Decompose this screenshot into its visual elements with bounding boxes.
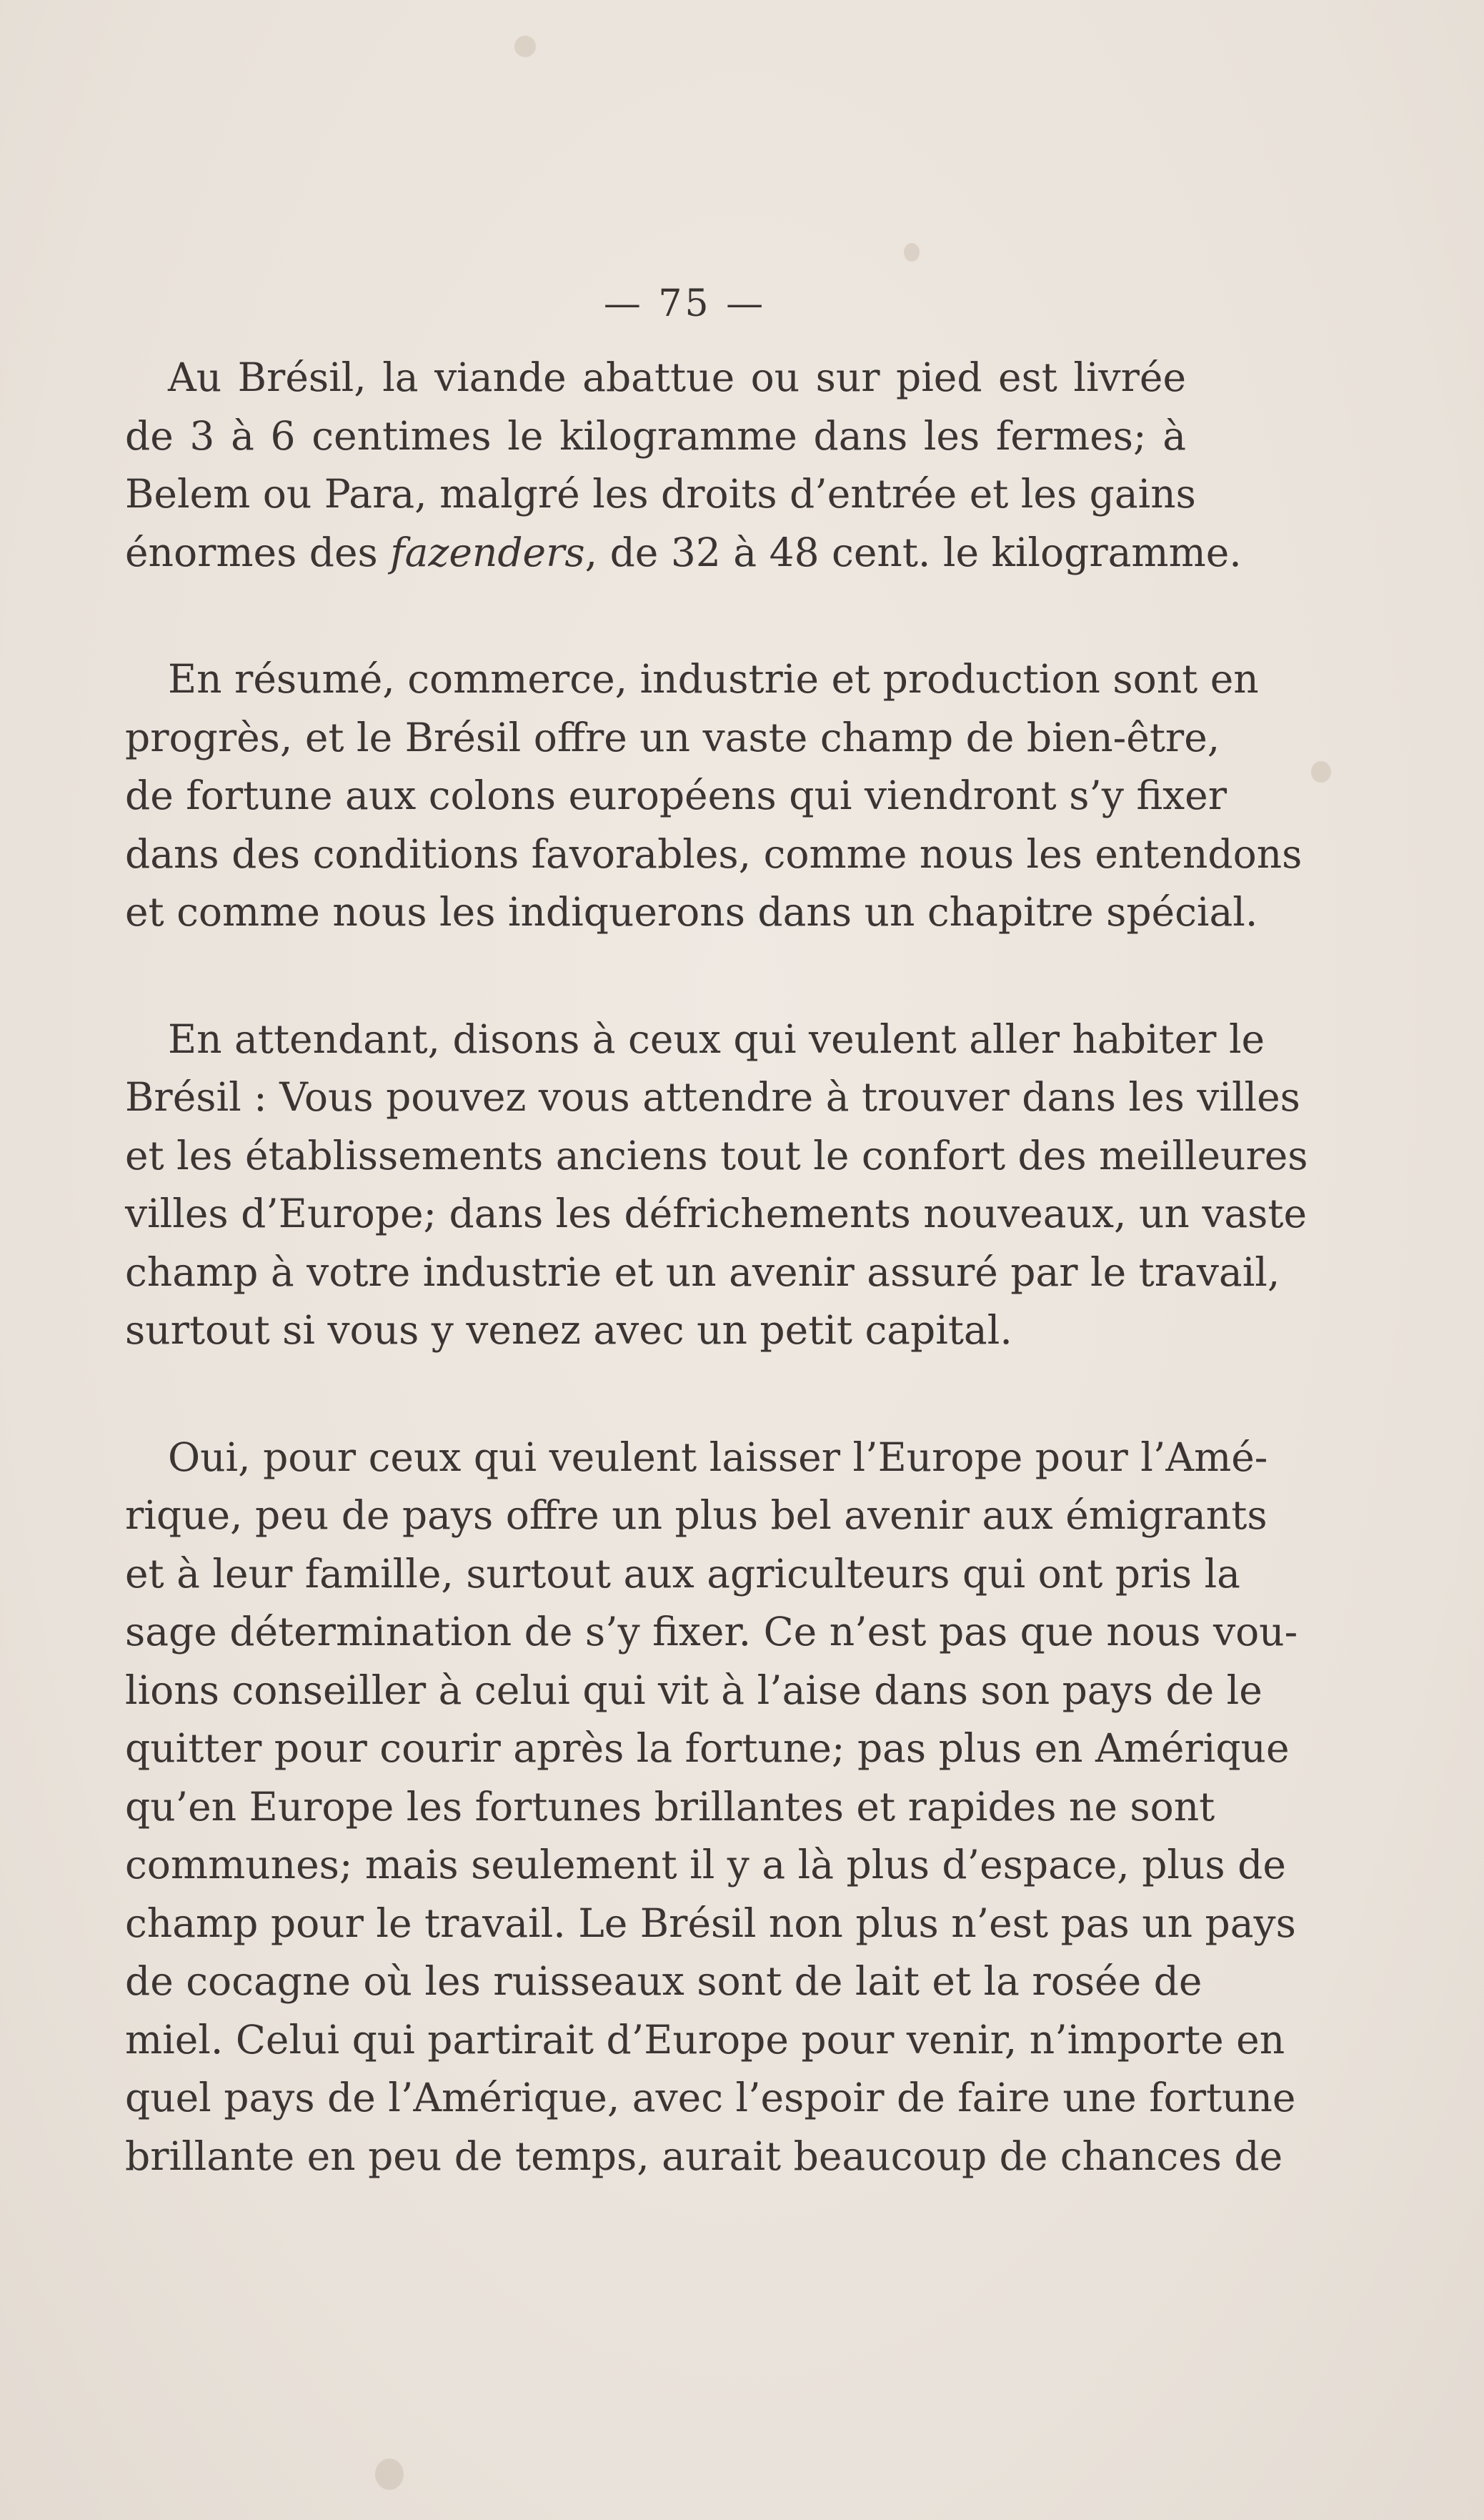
text-line: surtout si vous y venez avec un petit capital. xyxy=(125,1307,1012,1353)
text-line: communes; mais seulement il y a là plus d’espace, plus de xyxy=(125,1842,1286,1887)
text-line: Brésil : Vous pouvez vous attendre à trouver dans les villes xyxy=(125,1074,1300,1120)
text-line: rique, peu de pays offre un plus bel avenir aux émigrants xyxy=(125,1492,1268,1538)
text-line: de fortune aux colons européens qui viendront s’y fixer xyxy=(125,773,1227,818)
paper-speck xyxy=(904,243,920,262)
paragraph xyxy=(125,349,1242,582)
text-run: , de 32 à 48 cent. le kilogramme. xyxy=(584,529,1242,575)
paragraph xyxy=(125,1429,1298,2186)
text-line: sage détermination de s’y fixer. Ce n’est pas que nous vou- xyxy=(125,1609,1298,1655)
paper-speck xyxy=(1311,761,1331,783)
paper-speck xyxy=(514,36,536,57)
text-line: Au Brésil, la viande abattue ou sur pied est livrée xyxy=(168,354,1186,400)
text-line: de cocagne où les ruisseaux sont de lait et la rosée de xyxy=(125,1958,1202,2004)
text-line: champ à votre industrie et un avenir assuré par le travail, xyxy=(125,1249,1280,1295)
text-line: champ pour le travail. Le Brésil non plus n’est pas un pays xyxy=(125,1900,1296,1946)
text-line: quel pays de l’Amérique, avec l’espoir de faire une fortune xyxy=(125,2075,1296,2120)
text-line xyxy=(125,524,1242,582)
page-number: — 75 — xyxy=(603,282,767,325)
text-line: et à leur famille, surtout aux agriculteurs qui ont pris la xyxy=(125,1550,1240,1597)
text-line: brillante en peu de temps, aurait beaucoup de chances de xyxy=(125,2133,1283,2179)
text-line: qu’en Europe les fortunes brillantes et rapides ne sont xyxy=(125,1783,1215,1830)
italic-term: fazenders xyxy=(390,529,585,575)
text-line: progrès, et le Brésil offre un vaste champ de bien-être, xyxy=(125,714,1220,760)
paper-speck xyxy=(375,2459,404,2490)
text-line: En résumé, commerce, industrie et production sont en xyxy=(168,656,1259,702)
text-line: dans des conditions favorables, comme nous les entendons xyxy=(125,830,1303,877)
text-line: quitter pour courir après la fortune; pas plus en Amérique xyxy=(125,1725,1290,1771)
paragraph xyxy=(125,650,1303,942)
text-line: de 3 à 6 centimes le kilogramme dans les fermes; à xyxy=(125,412,1186,459)
text-line: miel. Celui qui partirait d’Europe pour venir, n’importe en xyxy=(125,2016,1285,2063)
body-text xyxy=(125,349,1308,2254)
text-run: énormes des xyxy=(125,529,391,575)
text-line: lions conseiller à celui qui vit à l’aise dans son pays de le xyxy=(125,1667,1263,1713)
text-line: et les établissements anciens tout le confort des meilleures xyxy=(125,1132,1308,1179)
text-line: En attendant, disons à ceux qui veulent aller habiter le xyxy=(168,1016,1265,1062)
text-line: Belem ou Para, malgré les droits d’entrée et les gains xyxy=(125,471,1196,517)
paragraph xyxy=(125,1011,1308,1360)
text-line: et comme nous les indiquerons dans un chapitre spécial. xyxy=(125,889,1258,935)
text-line: villes d’Europe; dans les défrichements nouveaux, un vaste xyxy=(125,1191,1308,1236)
text-line: Oui, pour ceux qui veulent laisser l’Europe pour l’Amé- xyxy=(168,1434,1268,1480)
